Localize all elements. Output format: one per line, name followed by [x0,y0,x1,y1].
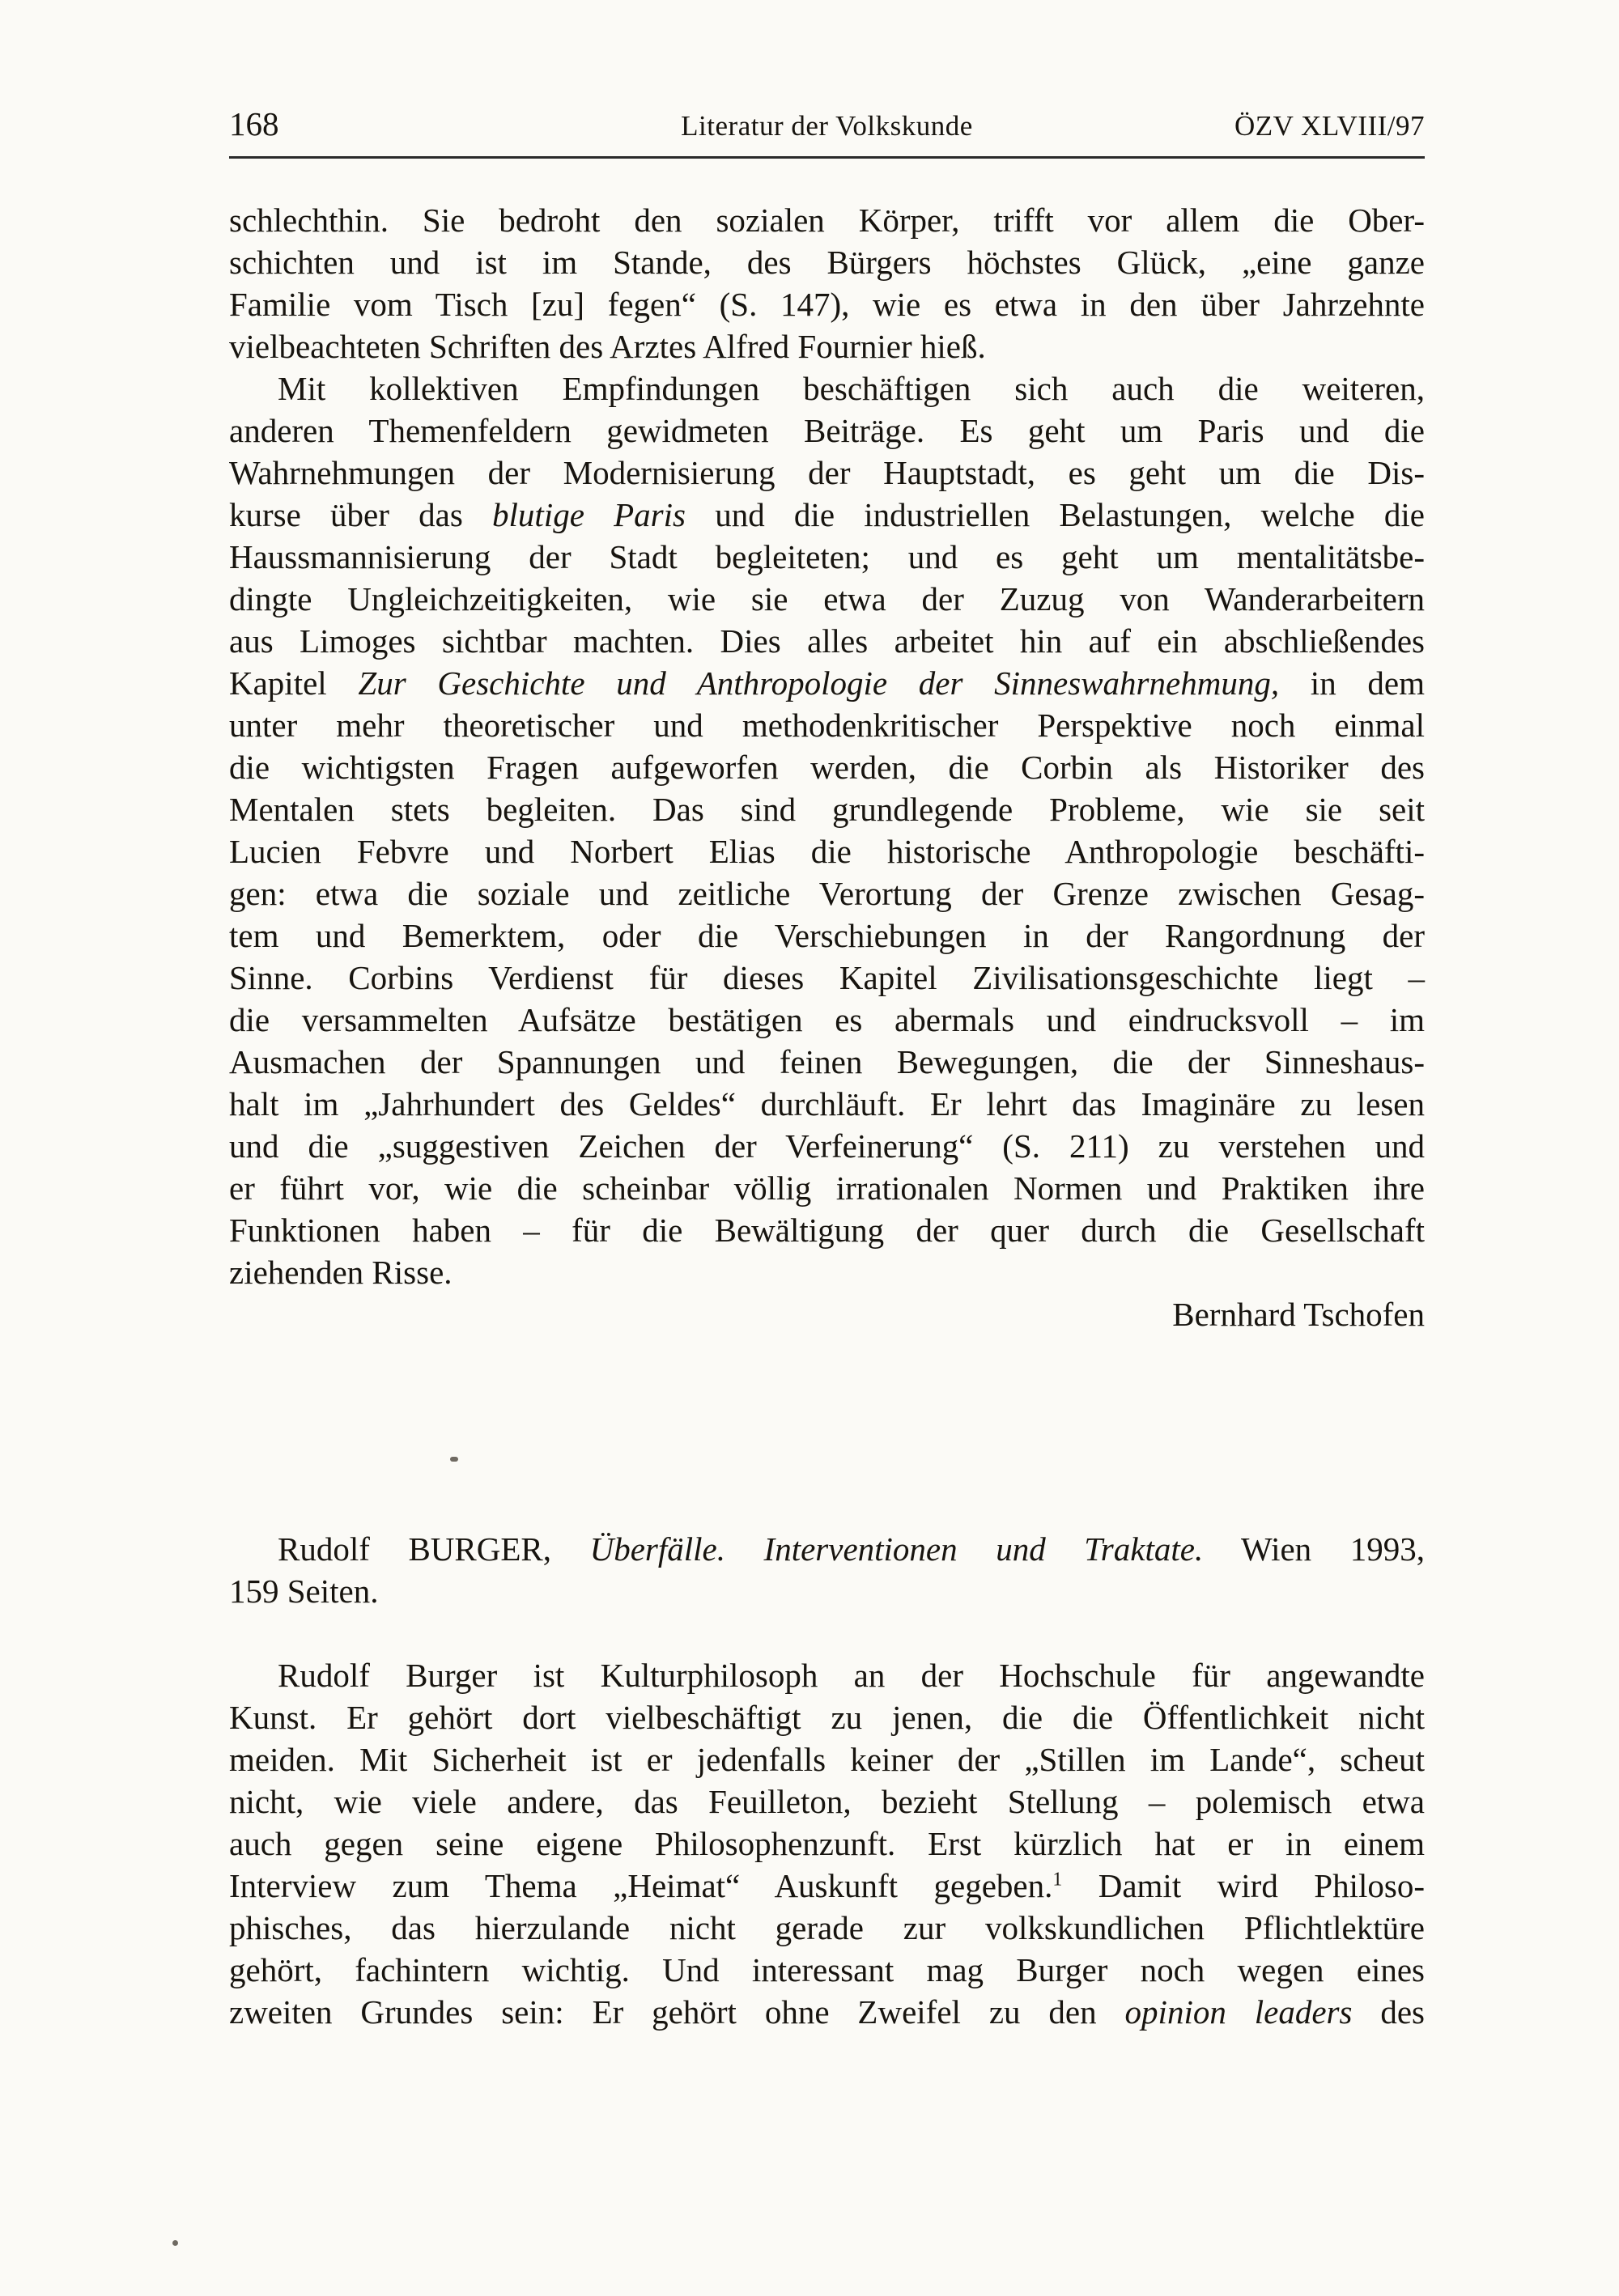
text-segment: er führt vor, wie die scheinbar völlig irrationalen Normen und Praktiken ihre [229,1169,1425,1207]
text-line [229,1865,1425,1907]
text-line [229,620,1425,662]
header-rule [229,156,1425,159]
text-column-wrapper [229,105,1425,2033]
review-tschofen-body-paragraph [229,367,1425,1293]
text-line [229,410,1425,452]
text-segment: in dem [1279,664,1425,702]
running-title: Literatur der Volkskunde [681,110,973,142]
text-segment: nicht, wie viele andere, das Feuilleton, bezieht Stellung – polemisch etwa [229,1783,1425,1820]
italic-text-segment: Überfälle. Interventionen und Traktate. [589,1530,1204,1568]
text-line [229,1991,1425,2033]
text-line [229,1823,1425,1865]
text-segment: halt im „Jahrhundert des Geldes“ durchläuft. Er lehrt das Imaginäre zu lesen [229,1085,1425,1123]
text-line [229,1780,1425,1823]
text-segment: zweiten Grundes sein: Er gehört ohne Zweifel zu den [229,1993,1125,2031]
text-segment: kurse über das [229,496,493,533]
text-segment: 159 Seiten. [229,1572,379,1610]
running-header [229,105,1425,145]
text-line [229,1907,1425,1949]
text-segment: aus Limoges sichtbar machten. Dies alles arbeitet hin auf ein abschließendes [229,622,1425,660]
italic-text-segment: opinion leaders [1124,1993,1353,2031]
text-line [229,1738,1425,1780]
text-line [229,494,1425,536]
text-segment: Wahrnehmungen der Modernisierung der Hauptstadt, es geht um die Dis- [229,454,1425,491]
text-segment: tem und Bemerktem, oder die Verschiebungen in der Rangordnung der [229,917,1425,954]
text-line [229,199,1425,241]
text-line [229,830,1425,872]
text-segment: schichten und ist im Stande, des Bürgers höchstes Glück, „eine ganze [229,244,1425,281]
text-line [229,1696,1425,1738]
page-body [229,199,1425,2033]
reviewer-signature: Bernhard Tschofen [1172,1296,1425,1333]
text-line [229,1528,1425,1570]
text-segment: Sinne. Corbins Verdienst für dieses Kapitel Zivilisationsgeschichte liegt – [229,959,1425,996]
text-segment: und die „suggestiven Zeichen der Verfeinerung“ (S. 211) zu verstehen und [229,1127,1425,1165]
text-segment: Mentalen stets begleiten. Das sind grundlegende Probleme, wie sie seit [229,791,1425,828]
page-number: 168 [229,105,279,142]
text-line [229,999,1425,1041]
text-segment: gen: etwa die soziale und zeitliche Verortung der Grenze zwischen Gesag- [229,875,1425,912]
text-segment: phisches, das hierzulande nicht gerade zur volkskundlichen Pflichtlektüre [229,1909,1425,1946]
text-segment: Kapitel [229,664,359,702]
text-segment: Lucien Febvre und Norbert Elias die historische Anthropologie beschäfti- [229,833,1425,870]
text-line [229,872,1425,915]
text-line [229,283,1425,325]
text-segment: gehört, fachintern wichtig. Und interessant mag Burger noch wegen eines [229,1951,1425,1988]
text-line [229,662,1425,704]
text-segment: Funktionen haben – für die Bewältigung der quer durch die Gesellschaft [229,1212,1425,1249]
review-burger-book-reference [229,1528,1425,1612]
text-line [229,788,1425,830]
text-segment: Kunst. Er gehört dort vielbeschäftigt zu jenen, die die Öffentlichkeit nicht [229,1699,1425,1736]
text-line [229,578,1425,620]
text-line [229,1125,1425,1167]
text-line [229,915,1425,957]
text-segment: Familie vom Tisch [zu] fegen“ (S. 147), wie es etwa in den über Jahrzehnte [229,286,1425,323]
text-segment: schlechthin. Sie bedroht den sozialen Körper, trifft vor allem die Ober- [229,202,1425,239]
text-segment: unter mehr theoretischer und methodenkritischer Perspektive noch einmal [229,707,1425,744]
text-line [229,704,1425,746]
text-segment: Rudolf Burger ist Kulturphilosoph an der Hochschule für angewandte [278,1657,1425,1694]
text-segment: meiden. Mit Sicherheit ist er jedenfalls keiner der „Stillen im Lande“, scheut [229,1741,1425,1778]
text-line [229,1041,1425,1083]
text-segment: Mit kollektiven Empfindungen beschäftigen sich auch die weiteren, [278,370,1425,407]
text-line [229,746,1425,788]
text-line [229,1209,1425,1251]
text-segment: des [1352,1993,1425,2031]
text-line [229,1251,1425,1293]
text-line [229,452,1425,494]
text-segment: und die industriellen Belastungen, welche die [685,496,1426,533]
text-line [229,367,1425,410]
italic-text-segment: Zur Geschichte und Anthropologie der Sinneswahrnehmung, [358,664,1280,702]
text-line [229,325,1425,367]
text-segment: Interview zum Thema „Heimat“ Auskunft gegeben. [229,1867,1053,1904]
text-segment: vielbeachteten Schriften des Arztes Alfred Fournier hieß. [229,328,986,365]
text-line [229,1949,1425,1991]
text-line [229,1570,1425,1612]
review-burger-body-paragraph [229,1654,1425,2033]
text-segment: anderen Themenfeldern gewidmeten Beiträge. Es geht um Paris und die [229,412,1425,449]
issue-label: ÖZV XLVIII/97 [1234,110,1425,142]
text-line [229,536,1425,578]
footnote-marker: 1 [1052,1869,1063,1891]
text-segment: Wien 1993, [1203,1530,1426,1568]
scan-speck [450,1457,458,1462]
scan-speck [172,2240,178,2246]
text-segment: auch gegen seine eigene Philosophenzunft. Erst kürzlich hat er in einem [229,1825,1425,1862]
text-line [229,241,1425,283]
text-line [229,1167,1425,1209]
text-line [229,1654,1425,1696]
text-segment: die versammelten Aufsätze bestätigen es abermals und eindrucksvoll – im [229,1001,1425,1038]
text-segment: Damit wird Philoso- [1062,1867,1425,1904]
text-segment: die wichtigsten Fragen aufgeworfen werden, die Corbin als Historiker des [229,749,1425,786]
italic-text-segment: blutige Paris [492,496,686,533]
text-segment: Rudolf BURGER, [278,1530,590,1568]
review-tschofen-opening-paragraph [229,199,1425,367]
text-segment: Ausmachen der Spannungen und feinen Bewegungen, die der Sinneshaus- [229,1043,1425,1080]
text-line [229,1083,1425,1125]
text-line [229,957,1425,999]
text-segment: ziehenden Risse. [229,1254,453,1291]
text-segment: dingte Ungleichzeitigkeiten, wie sie etwa der Zuzug von Wanderarbeitern [229,580,1425,618]
text-segment: Haussmannisierung der Stadt begleiteten; und es geht um mentalitätsbe- [229,538,1425,575]
